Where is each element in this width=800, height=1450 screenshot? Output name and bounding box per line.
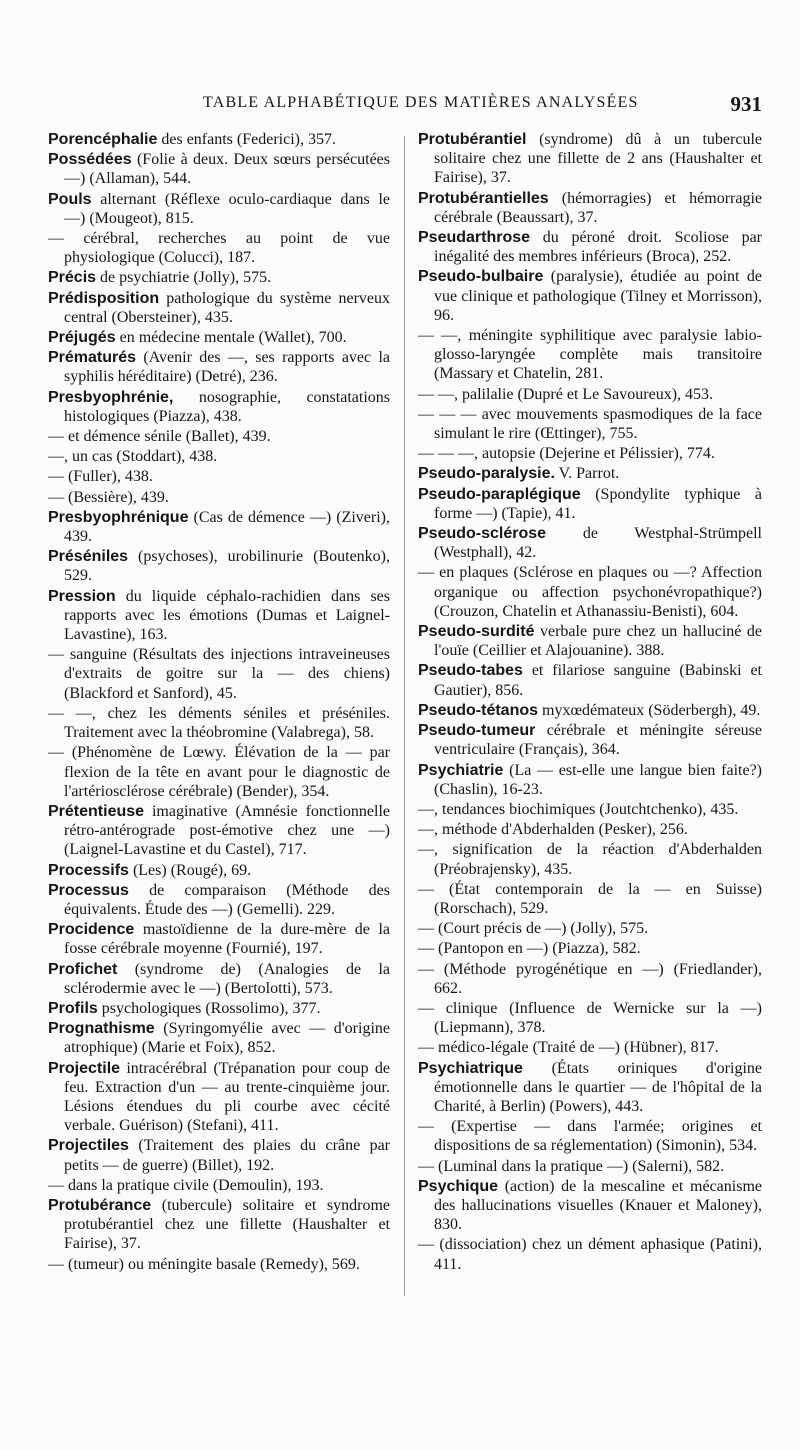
index-entry	[48, 130, 390, 149]
entry-term: Pseudo-tabes	[418, 662, 523, 680]
entry-text: — (État contemporain de la — en Suisse) (Rorschach), 529.	[418, 880, 762, 917]
entry-text: — médico-légale (Traité de —) (Hübner), 817.	[418, 1039, 719, 1057]
entry-text: (États oriniques d'origine émotionnelle dans le quartier — de l'hôpital de la Charité, à Berlin) (Powers), 443.	[434, 1059, 762, 1115]
entry-text: — (Fuller), 438.	[48, 468, 153, 486]
index-entry	[418, 721, 762, 759]
entry-term: Presbyophrénie,	[48, 388, 174, 406]
index-entry	[418, 1117, 762, 1155]
entry-text: — —, méningite syphilitique avec paralysie labio-glosso-laryngée complète mais transitoire (Massary et Chatelin, 281.	[418, 327, 762, 383]
entry-term: Presbyophrénique	[48, 508, 189, 526]
entry-text: de comparaison (Méthode des équivalents. Étude des —) (Gemelli). 229.	[64, 881, 390, 918]
entry-text: verbale pure chez un halluciné de l'ouïe (Ceillier et Alajouanine). 388.	[434, 623, 762, 660]
entry-text: — (Luminal dans la pratique —) (Salerni), 582.	[418, 1157, 725, 1175]
entry-text: imaginative (Amnésie fonctionnelle rétro-antérograde post-émotive chez une —) (Laignel-Lavastine et du Castel), 717.	[64, 802, 390, 859]
index-entry	[418, 405, 762, 443]
entry-term: Profichet	[48, 960, 118, 978]
entry-text: (Cas de démence —) (Ziveri), 439.	[64, 508, 390, 546]
index-entry	[48, 547, 390, 585]
entry-text: — (Expertise — dans l'armée; origines et dispositions de sa réglementation) (Simonin), 534.	[418, 1118, 762, 1155]
entry-text: — (Méthode pyrogénétique en —) (Friedlander), 662.	[418, 960, 762, 997]
entry-term: Psychiatrie	[418, 761, 504, 779]
entry-text: psychologiques (Rossolimo), 377.	[97, 999, 321, 1017]
column-divider	[404, 136, 405, 1296]
entry-term: Procidence	[48, 921, 135, 939]
entry-text: (Folie à deux. Deux sœurs persécutées —) (Allaman), 544.	[64, 151, 390, 188]
index-entry	[48, 268, 390, 287]
index-entry	[48, 587, 390, 645]
entry-text: et filariose sanguine (Babinski et Gautier), 856.	[434, 662, 762, 699]
index-entry	[48, 488, 390, 507]
index-entry	[418, 622, 762, 660]
index-entry	[48, 920, 390, 958]
entry-text: — (Phénomène de Lœwy. Élévation de la — par flexion de la tête en avant pour le diagnostic de l'artériosclérose cérébrale) (Bender), 354.	[48, 744, 390, 800]
entry-term: Pression	[48, 587, 116, 605]
entry-text: (syndrome) dû à un tubercule solitaire chez une fillette de 2 ans (Haushalter et Fairise), 37.	[434, 131, 762, 187]
running-title: TABLE ALPHABÉTIQUE DES MATIÈRES ANALYSÉES	[203, 94, 639, 111]
index-entry	[48, 150, 390, 188]
entry-text: (Syringomyélie avec — d'origine atrophique) (Marie et Foix), 852.	[64, 1020, 390, 1057]
entry-text: myxœdémateux (Söderbergh), 49.	[538, 701, 761, 719]
entry-text: — clinique (Influence de Wernicke sur la —) (Liepmann), 378.	[418, 999, 762, 1037]
entry-text: intracérébral (Trépanation pour coup de feu. Extraction d'un — au trente-cinquième jour. Lésions étendues du pli courbe avec cécité verbale. Guérison) (Stefani), 411.	[64, 1059, 390, 1135]
entry-text: —, signification de la réaction d'Abderhalden (Préobrajensky), 435.	[418, 841, 762, 878]
entry-term: Prétentieuse	[48, 802, 145, 820]
entry-text: (Traitement des plaies du crâne par petits — de guerre) (Billet), 192.	[64, 1137, 390, 1174]
entry-text: V. Parrot.	[554, 465, 620, 483]
index-entry	[48, 704, 390, 742]
index-entry	[418, 444, 762, 463]
index-entry	[48, 328, 390, 347]
index-entry	[48, 881, 390, 919]
index-entry	[418, 385, 762, 404]
entry-term: Préjugés	[48, 329, 116, 347]
index-entry	[48, 743, 390, 801]
entry-term: Prédisposition	[48, 289, 160, 307]
page-number: 931	[730, 92, 762, 116]
index-entry	[48, 1136, 390, 1174]
index-entry	[48, 802, 390, 860]
entry-text: —, un cas (Stoddart), 438.	[48, 448, 218, 466]
index-entry	[418, 960, 762, 998]
entry-text: —, méthode d'Abderhalden (Pesker), 256.	[418, 821, 688, 839]
entry-term: Pseudo-tumeur	[418, 722, 536, 740]
index-entry	[48, 427, 390, 446]
index-entry	[418, 1235, 762, 1273]
left-column	[48, 130, 390, 1275]
entry-term: Pseudo-bulbaire	[418, 268, 544, 286]
index-entry	[48, 348, 390, 386]
entry-text: des enfants (Federici), 357.	[157, 131, 336, 148]
index-entry	[48, 229, 390, 267]
index-entry	[418, 840, 762, 878]
index-entry	[418, 326, 762, 384]
entry-term: Prognathisme	[48, 1020, 155, 1038]
index-entry	[48, 388, 390, 426]
index-entry	[48, 1176, 390, 1195]
entry-term: Projectile	[48, 1059, 121, 1077]
entry-term: Processifs	[48, 861, 129, 879]
index-entry	[418, 701, 762, 720]
index-entry	[418, 1177, 762, 1235]
index-entry	[418, 761, 762, 799]
entry-text: du liquide céphalo-rachidien dans ses rapports avec les émotions (Dumas et Laignel-Lavastine), 163.	[64, 587, 390, 644]
entry-term: Pseudo-paraplégique	[418, 485, 581, 503]
entry-term: Protubérantiel	[418, 131, 527, 148]
entry-term: Pseudo-surdité	[418, 623, 535, 641]
entry-term: Projectiles	[48, 1137, 129, 1155]
entry-text: (La — est-elle une langue bien faite?) (Chaslin), 16-23.	[434, 761, 762, 798]
entry-term: Possédées	[48, 151, 132, 169]
entry-text: pathologique du système nerveux central (Obersteiner), 435.	[64, 289, 390, 326]
entry-text: — —, palilalie (Dupré et Le Savoureux), 453.	[418, 385, 714, 403]
index-entry	[48, 645, 390, 703]
entry-term: Préséniles	[48, 548, 129, 566]
entry-text: (tubercule) solitaire et syndrome protubérantiel chez une fillette (Haushalter et Fairise), 37.	[64, 1196, 390, 1253]
index-entry	[418, 1157, 762, 1176]
index-entry	[418, 563, 762, 621]
index-entry	[48, 1255, 390, 1274]
index-entry	[48, 447, 390, 466]
entry-text: nosographie, constatations histologiques (Piazza), 438.	[64, 388, 390, 425]
entry-term: Pseudo-paralysie.	[418, 465, 555, 483]
entry-term: Processus	[48, 881, 129, 899]
index-entry	[418, 1059, 762, 1117]
entry-text: — (Pantopon en —) (Piazza), 582.	[418, 940, 641, 958]
index-entry	[418, 820, 762, 839]
entry-text: —, tendances biochimiques (Joutchtchenko), 435.	[418, 800, 739, 818]
index-entry	[48, 1059, 390, 1136]
entry-text: cérébrale et méningite séreuse ventriculaire (Français), 364.	[434, 722, 762, 759]
entry-text: alternant (Réflexe oculo-cardiaque dans le —) (Mougeot), 815.	[64, 190, 390, 227]
index-entry	[418, 880, 762, 918]
entry-text: (Avenir des —, ses rapports avec la syphilis héréditaire) (Detré), 236.	[64, 349, 390, 386]
index-entry	[418, 189, 762, 227]
entry-text: — (Court précis de —) (Jolly), 575.	[418, 920, 649, 938]
entry-term: Psychiatrique	[418, 1059, 523, 1077]
entry-term: Pseudo-tétanos	[418, 701, 539, 719]
entry-term: Porencéphalie	[48, 131, 158, 148]
entry-term: Protubérance	[48, 1196, 152, 1214]
index-entry	[418, 999, 762, 1037]
entry-term: Psychique	[418, 1177, 499, 1195]
entry-term: Pseudo-sclérose	[418, 525, 547, 543]
entry-text: de Westphal-Strümpell (Westphall), 42.	[434, 525, 762, 562]
index-entry	[48, 861, 390, 880]
index-entry	[418, 267, 762, 325]
entry-text: (Spondylite typhique à forme —) (Tapie), 41.	[434, 485, 762, 522]
entry-text: — — —, autopsie (Dejerine et Pélissier), 774.	[418, 445, 715, 463]
index-entry	[48, 999, 390, 1018]
entry-text: (action) de la mescaline et mécanisme des hallucinations visuelles (Knauer et Maloney), 830.	[434, 1177, 762, 1234]
entry-text: — en plaques (Sclérose en plaques ou —? Affection organique ou affection psychonévropathique?) (Crouzon, Chatelin et Athanassiu-Benisti), 604.	[418, 564, 762, 620]
entry-text: (paralysie), étudiée au point de vue clinique et pathologique (Tilney et Morrisson), 96.	[434, 268, 762, 324]
entry-text: mastoïdienne de la dure-mère de la fosse cérébrale moyenne (Fournié), 197.	[64, 921, 390, 958]
index-entry	[418, 661, 762, 699]
index-entry	[418, 485, 762, 523]
entry-text: (psychoses), urobilinurie (Boutenko), 529.	[64, 548, 390, 585]
index-entry	[48, 289, 390, 327]
index-entry	[48, 467, 390, 486]
index-entry	[418, 228, 762, 266]
entry-text: — (tumeur) ou méningite basale (Remedy), 569.	[48, 1255, 360, 1273]
entry-text: en médecine mentale (Wallet), 700.	[115, 329, 347, 347]
index-entry	[418, 919, 762, 938]
page-header	[40, 92, 762, 120]
index-entry	[418, 939, 762, 958]
entry-text: (Les) (Rougé), 69.	[128, 861, 252, 879]
index-entry	[418, 800, 762, 819]
entry-term: Prématurés	[48, 349, 137, 367]
index-entry	[418, 1038, 762, 1057]
entry-text: — et démence sénile (Ballet), 439.	[48, 428, 271, 446]
index-entry	[48, 960, 390, 998]
entry-term: Protubérantielles	[418, 189, 549, 207]
index-entry	[48, 1196, 390, 1254]
entry-text: (syndrome de) (Analogies de la sclérodermie avec le —) (Bertolotti), 573.	[64, 960, 390, 997]
entry-text: (hémorragies) et hémorragie cérébrale (Beaussart), 37.	[434, 189, 762, 226]
entry-text: de psychiatrie (Jolly), 575.	[96, 269, 272, 287]
entry-term: Pseudarthrose	[418, 229, 531, 247]
entry-text: — cérébral, recherches au point de vue physiologique (Colucci), 187.	[48, 230, 390, 267]
index-entry	[418, 524, 762, 562]
entry-text: — (Bessière), 439.	[48, 488, 169, 506]
entry-text: — sanguine (Résultats des injections intraveineuses d'extraits de goitre sur la — des chiens) (Blackford et Sanford), 45.	[48, 646, 390, 702]
entry-term: Précis	[48, 269, 97, 287]
entry-text: du péroné droit. Scoliose par inégalité des membres inférieurs (Broca), 252.	[434, 229, 762, 266]
right-column	[418, 130, 762, 1275]
entry-text: — —, chez les déments séniles et préséniles. Traitement avec la théobromine (Valabrega), 58.	[48, 704, 390, 742]
entry-text: — dans la pratique civile (Demoulin), 193.	[48, 1176, 324, 1194]
index-entry	[418, 130, 762, 188]
entry-term: Pouls	[48, 190, 92, 208]
entry-text: — — — avec mouvements spasmodiques de la face simulant le rire (Œttinger), 755.	[418, 405, 762, 443]
index-entry	[48, 190, 390, 228]
index-entry	[48, 1019, 390, 1057]
entry-term: Profils	[48, 999, 98, 1017]
entry-text: — (dissociation) chez un dément aphasique (Patini), 411.	[418, 1236, 762, 1273]
index-entry	[48, 508, 390, 546]
index-entry	[418, 464, 762, 483]
